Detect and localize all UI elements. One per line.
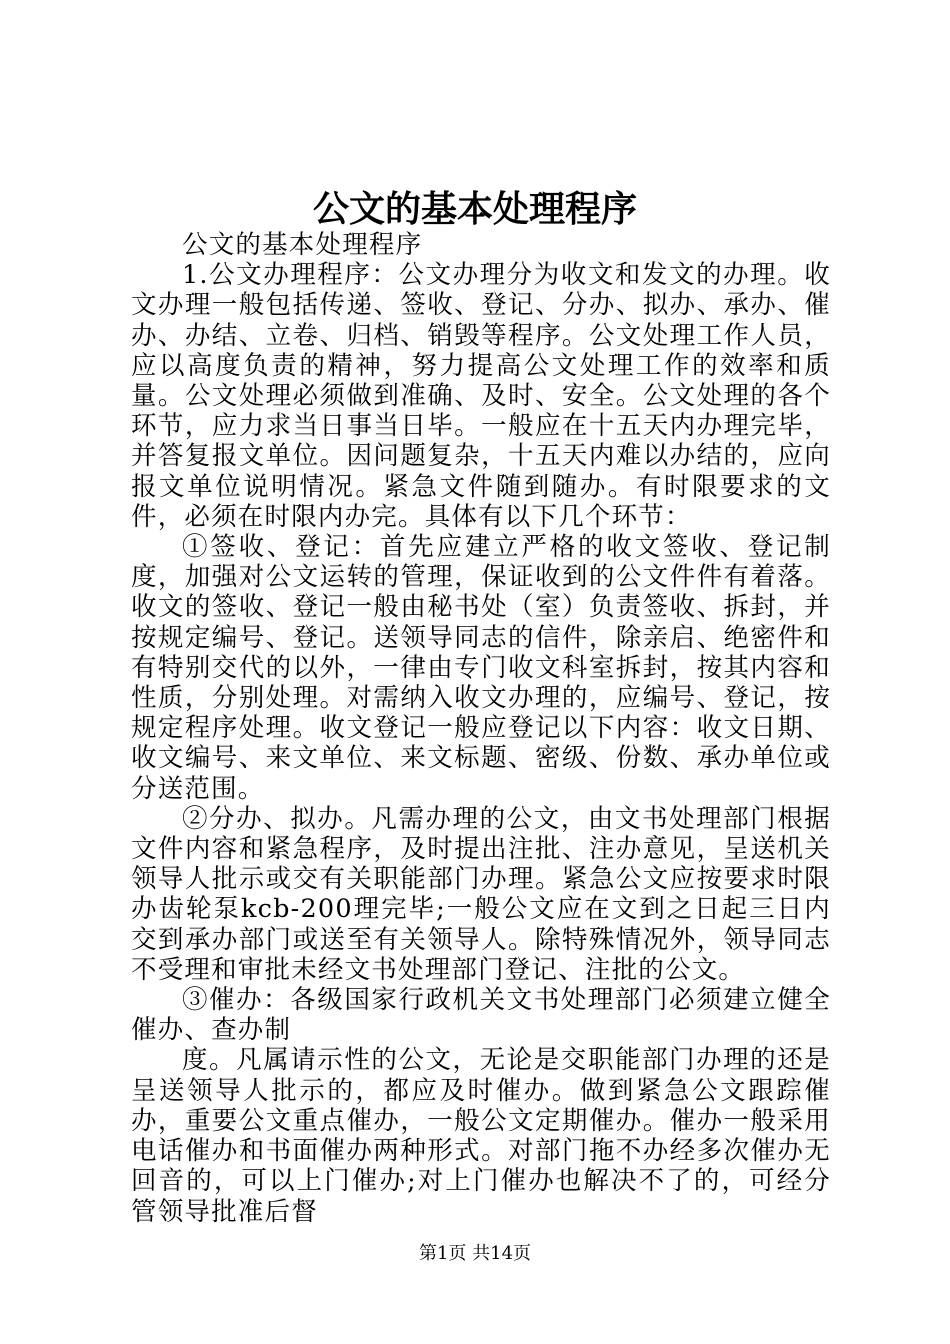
paragraph-distribute: ②分办、拟办。凡需办理的公文，由文书处理部门根据文件内容和紧急程序，及时提出注批、注办意见，呈送机关领导人批示或交有关职能部门办理。紧急公文应按要求时限办齿轮泵kcb-200理完毕;一般公文应在文到之日起三日内交到承办部门或送至有关领导人。除特殊情况外，领导同志不受理和审批未经文书处理部门登记、注批的公文。 <box>131 803 831 985</box>
paragraph-procedure: 1.公文办理程序：公文办理分为收文和发文的办理。收文办理一般包括传递、签收、登记、分办、拟办、承办、催办、办结、立卷、归档、销毁等程序。公文处理工作人员，应以高度负责的精神，努力提高公文处理工作的效率和质量。公文处理必须做到准确、及时、安全。公文处理的各个环节，应力求当日事当日毕。一般应在十五天内办理完毕，并答复报文单位。因问题复杂，十五天内难以办结的，应向报文单位说明情况。紧急文件随到随办。有时限要求的文件，必须在时限内办完。具体有以下几个环节： <box>131 260 831 532</box>
paragraph-urge: ③催办：各级国家行政机关文书处理部门必须建立健全催办、查办制 <box>131 985 831 1046</box>
paragraph-urge-continued: 度。凡属请示性的公文，无论是交职能部门办理的还是呈送领导人批示的，都应及时催办。做到紧急公文跟踪催办，重要公文重点催办，一般公文定期催办。催办一般采用电话催办和书面催办两种形式。对部门拖不办经多次催办无回音的，可以上门催办;对上门催办也解决不了的，可经分管领导批准后督 <box>131 1045 831 1227</box>
paragraph-heading: 公文的基本处理程序 <box>182 230 423 260</box>
document-body <box>131 230 831 1227</box>
page-footer: 第1页 共14页 <box>418 1243 532 1264</box>
document-title: 公文的基本处理程序 <box>312 188 637 230</box>
paragraph-sign-register: ①签收、登记：首先应建立严格的收文签收、登记制度，加强对公文运转的管理，保证收到的公文件件有着落。收文的签收、登记一般由秘书处（室）负责签收、拆封，并按规定编号、登记。送领导同志的信件，除亲启、绝密件和有特别交代的以外，一律由专门收文科室拆封，按其内容和性质，分别处理。对需纳入收文办理的，应编号、登记，按规定程序处理。收文登记一般应登记以下内容：收文日期、收文编号、来文单位、来文标题、密级、份数、承办单位或分送范围。 <box>131 532 831 804</box>
